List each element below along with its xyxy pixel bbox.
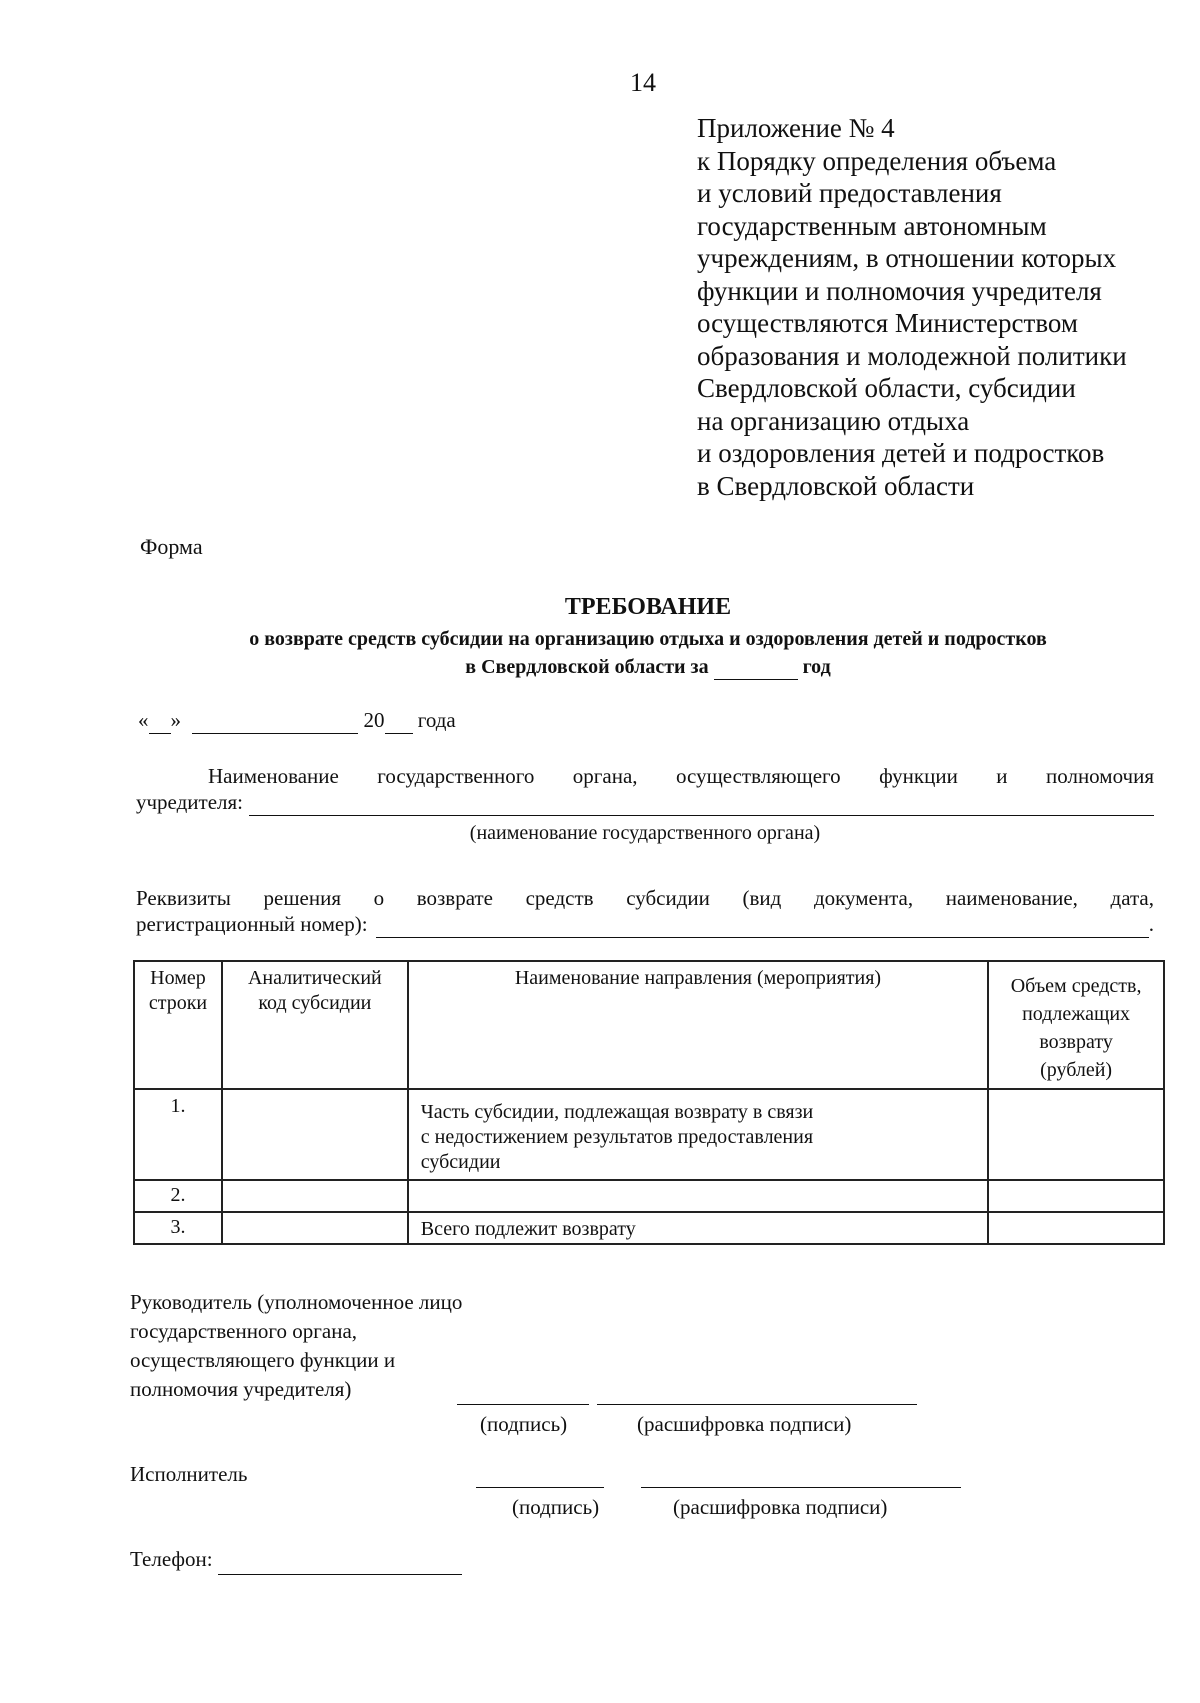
organ-label-line1: Наименование государственного органа, осуществляющего функции и полномочия <box>208 764 1154 788</box>
appendix-line: Свердловской области, субсидии <box>697 373 1076 403</box>
appendix-line: в Свердловской области <box>697 470 975 501</box>
signature-label-line: полномочия учредителя) <box>130 1377 352 1401</box>
head-decoding-line <box>597 1404 917 1405</box>
row-refund-amount[interactable] <box>988 1180 1164 1212</box>
phone-blank[interactable] <box>218 1545 462 1575</box>
signature-label-line: государственного органа, <box>130 1319 358 1343</box>
header-text: Аналитический <box>247 967 382 989</box>
row-number: 2. <box>134 1180 222 1212</box>
executor-signature-caption: (подпись) <box>512 1495 600 1519</box>
header-text: Наименование направления (мероприятия) <box>514 967 882 989</box>
signature-label-line: Руководитель (уполномоченное лицо <box>130 1290 463 1314</box>
appendix-header <box>697 112 1127 502</box>
date-close-quote: » <box>170 708 181 732</box>
page-number: 14 <box>630 68 656 97</box>
signature-label-line: осуществляющего функции и <box>130 1348 396 1372</box>
row-text: Часть субсидии, подлежащая возврату в связи <box>420 1101 814 1123</box>
table-row <box>134 1212 1164 1244</box>
month-blank <box>192 708 358 734</box>
row-analytic-code[interactable] <box>222 1089 408 1180</box>
day-blank <box>149 708 171 734</box>
appendix-line: осуществляются Министерством <box>697 308 1078 338</box>
decision-prefix: регистрационный номер): <box>136 912 368 936</box>
row-refund-amount[interactable] <box>988 1212 1164 1244</box>
appendix-line: образования и молодежной политики <box>697 340 1127 371</box>
row-analytic-code[interactable] <box>222 1212 408 1244</box>
organ-prefix: учредителя: <box>136 790 243 814</box>
header-direction-name <box>408 961 988 1089</box>
year-blank <box>714 656 798 680</box>
row-number: 3. <box>134 1212 222 1244</box>
row-text: с недостижением результатов предоставления <box>420 1126 814 1148</box>
executor-label: Исполнитель <box>130 1462 248 1486</box>
appendix-line: Приложение № 4 <box>697 113 895 143</box>
row-direction-name[interactable] <box>408 1180 988 1212</box>
row-text: Всего подлежит возврату <box>420 1218 636 1240</box>
header-row-number <box>134 961 222 1089</box>
refund-table <box>133 960 1165 1245</box>
row-direction-name <box>408 1212 988 1244</box>
document-subtitle-year <box>0 656 1200 680</box>
head-signature-caption: (подпись) <box>480 1412 568 1436</box>
table-row <box>134 1089 1164 1180</box>
appendix-line: к Порядку определения объема <box>697 145 1057 176</box>
executor-decoding-caption: (расшифровка подписи) <box>673 1495 888 1519</box>
subtitle-suffix: год <box>802 656 831 678</box>
header-analytic-code <box>222 961 408 1089</box>
row-number: 1. <box>134 1089 222 1180</box>
subtitle-prefix: в Свердловской области за <box>465 656 709 678</box>
header-text: подлежащих <box>1022 1003 1131 1025</box>
head-signature-label <box>130 1288 462 1404</box>
row-analytic-code[interactable] <box>222 1180 408 1212</box>
executor-decoding-line <box>641 1487 961 1488</box>
executor-signature-line <box>476 1487 604 1488</box>
phone-field <box>130 1545 462 1575</box>
appendix-line: на организацию отдыха <box>697 405 970 436</box>
organ-name-blank <box>249 795 1154 816</box>
decision-blank <box>376 917 1149 938</box>
head-decoding-caption: (расшифровка подписи) <box>637 1412 852 1436</box>
document-title: ТРЕБОВАНИЕ <box>564 594 732 620</box>
head-signature-line <box>457 1404 589 1405</box>
form-label: Форма <box>140 534 203 559</box>
header-refund-amount <box>988 961 1164 1089</box>
decision-end: . <box>1148 912 1154 936</box>
organ-caption: (наименование государственного органа) <box>469 822 821 844</box>
phone-label: Телефон: <box>130 1547 213 1571</box>
organ-label-line2 <box>136 788 1154 816</box>
appendix-line: учреждениям, в отношении которых <box>697 243 1117 273</box>
decision-line1: Реквизиты решения о возврате средств субсидии (вид документа, наименование, дата, <box>136 886 1154 910</box>
appendix-line: функции и полномочия учредителя <box>697 275 1102 306</box>
row-refund-amount[interactable] <box>988 1089 1164 1180</box>
decision-line2 <box>136 910 1154 938</box>
table-row <box>134 1180 1164 1212</box>
document-subtitle: о возврате средств субсидии на организацию отдыха и оздоровления детей и подростков <box>249 628 1047 650</box>
header-text: код субсидии <box>258 992 372 1014</box>
header-text: строки <box>148 992 208 1014</box>
date-open-quote: « <box>138 708 149 732</box>
row-direction-name <box>408 1089 988 1180</box>
header-text: Объем средств, <box>1010 975 1142 997</box>
date-field <box>138 708 456 734</box>
header-text: Номер <box>150 967 206 989</box>
appendix-line: и оздоровления детей и подростков <box>697 438 1105 468</box>
year-suffix: года <box>417 708 456 732</box>
year-prefix: 20 <box>363 708 385 732</box>
header-text: (рублей) <box>1040 1059 1113 1081</box>
table-header-row <box>134 961 1164 1089</box>
appendix-line: государственным автономным <box>697 210 1047 241</box>
row-text: субсидии <box>420 1151 501 1173</box>
appendix-line: и условий предоставления <box>697 178 1002 208</box>
year-blank-short <box>385 708 413 734</box>
header-text: возврату <box>1039 1031 1113 1053</box>
